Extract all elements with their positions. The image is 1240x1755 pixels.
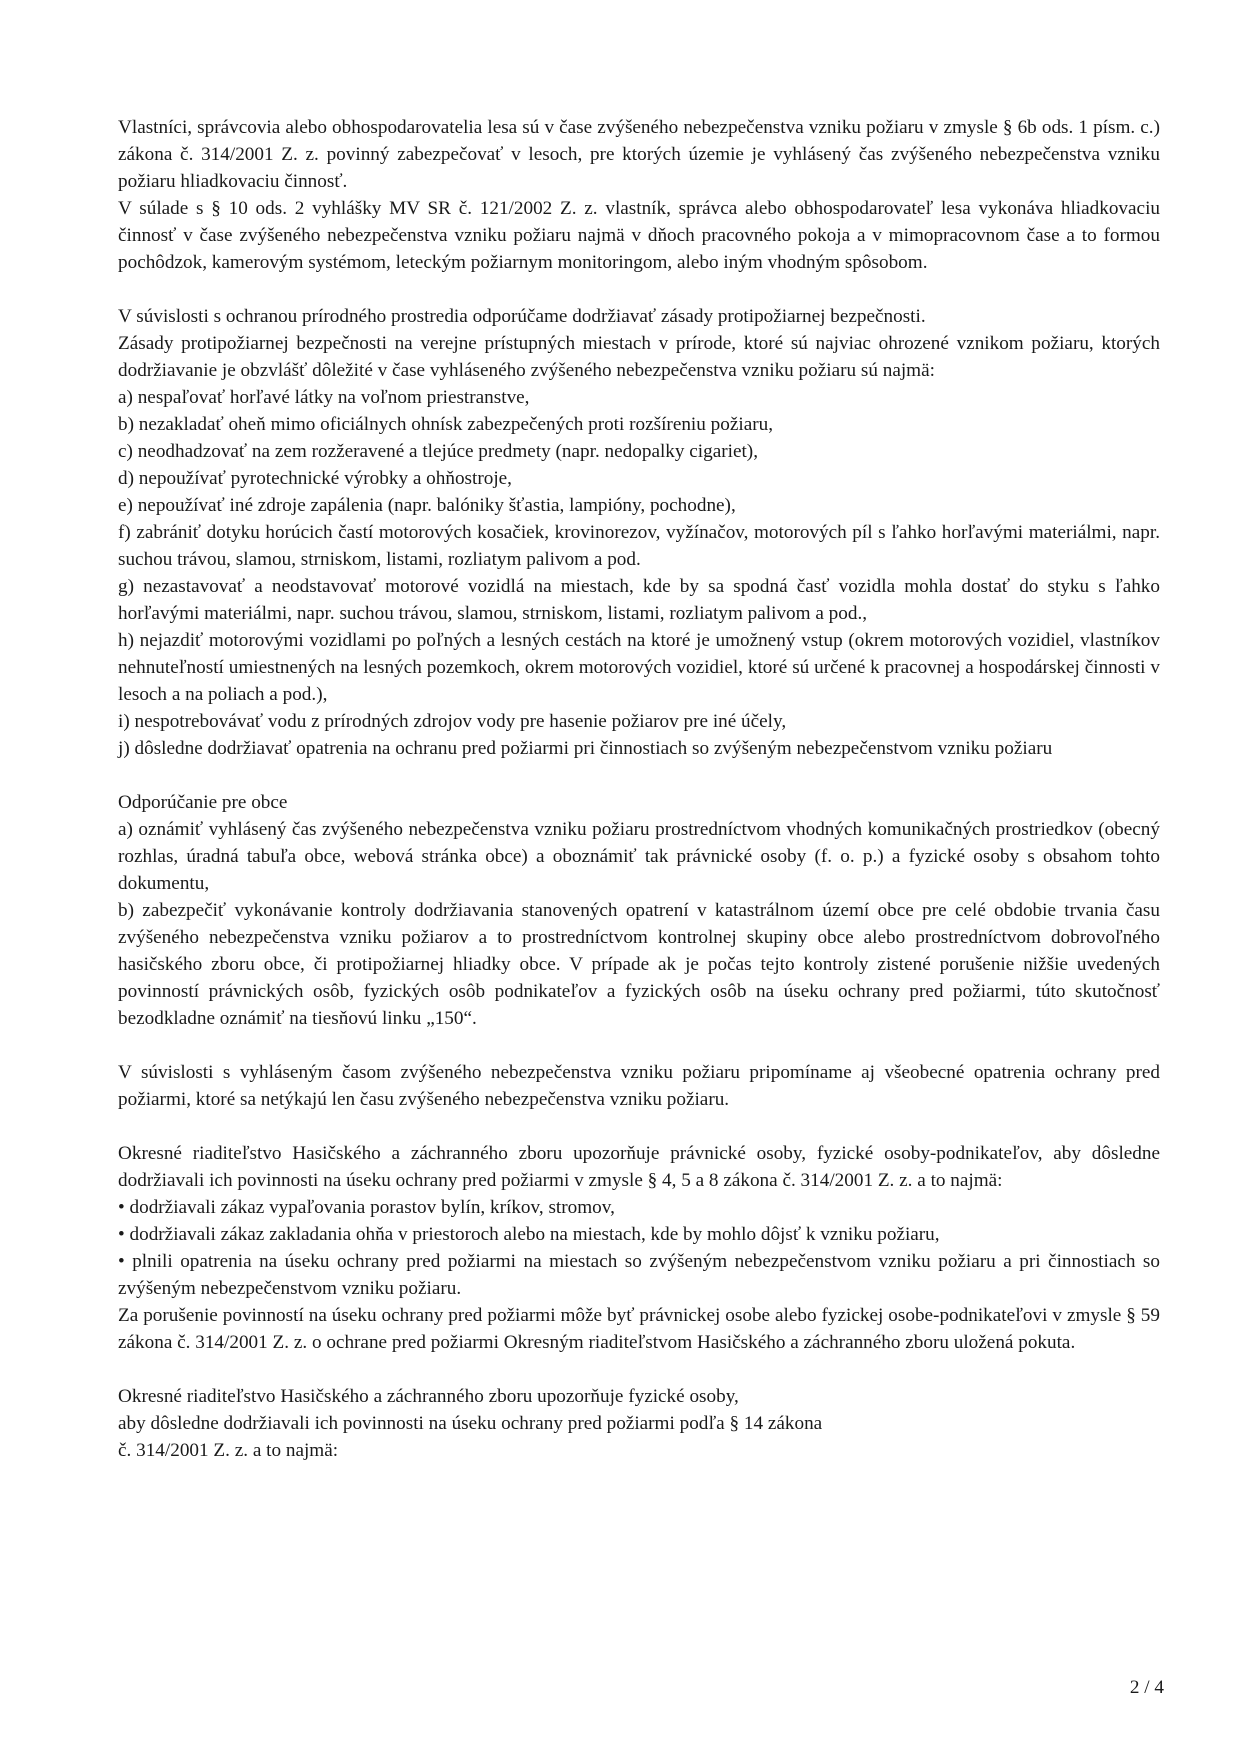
paragraph-gap	[118, 1356, 1160, 1383]
text-line: Vlastníci, správcovia alebo obhospodarovatelia lesa sú v čase zvýšeného nebezpečenstva vzniku požiaru v zmysle § 6b ods. 1 písm. c.) zákona č. 314/2001 Z. z. povinný zabezpečovať v lesoch, pre ktorých územie je vyhlásený čas zvýšeného nebezpečenstva vzniku požiaru hliadkovaciu činnosť.	[118, 117, 1160, 192]
text-line: Okresné riaditeľstvo Hasičského a záchranného zboru upozorňuje právnické osoby, fyzické osoby-podnikateľov, aby dôsledne dodržiavali ich povinnosti na úseku ochrany pred požiarmi v zmysle § 4, 5 a 8 zákona č. 314/2001 Z. z. a to najmä:	[118, 1143, 1160, 1191]
text-line: • plnili opatrenia na úseku ochrany pred požiarmi na miestach so zvýšeným nebezpečenstvom vzniku požiaru a pri činnostiach so zvýšeným nebezpečenstvom vzniku požiaru.	[118, 1251, 1160, 1299]
text-line: e) nepoužívať iné zdroje zapálenia (napr. balóniky šťastia, lampióny, pochodne),	[118, 495, 736, 516]
text-line: a) oznámiť vyhlásený čas zvýšeného nebezpečenstva vzniku požiaru prostredníctvom vhodných komunikačných prostriedkov (obecný rozhlas, úradná tabuľa obce, webová stránka obce) a oboznámiť tak právnické osoby (f. o. p.) a fyzické osoby s obsahom tohto dokumentu,	[118, 819, 1160, 894]
text-line: c) neodhadzovať na zem rozžeravené a tlejúce predmety (napr. nedopalky cigariet),	[118, 441, 758, 462]
text-line: b) nezakladať oheň mimo oficiálnych ohnísk zabezpečených proti rozšíreniu požiaru,	[118, 414, 773, 435]
text-line: j) dôsledne dodržiavať opatrenia na ochranu pred požiarmi pri činnostiach so zvýšeným nebezpečenstvom vzniku požiaru	[118, 738, 1053, 759]
text-line: Za porušenie povinností na úseku ochrany pred požiarmi môže byť právnickej osobe alebo fyzickej osobe-podnikateľovi v zmysle § 59 zákona č. 314/2001 Z. z. o ochrane pred požiarmi Okresným riaditeľstvom Hasičského a záchranného zboru uložená pokuta.	[118, 1305, 1160, 1353]
text-line: i) nespotrebovávať vodu z prírodných zdrojov vody pre hasenie požiarov pre iné účely,	[118, 711, 787, 732]
text-line: Okresné riaditeľstvo Hasičského a záchranného zboru upozorňuje fyzické osoby,	[118, 1386, 739, 1407]
text-line: Odporúčanie pre obce	[118, 792, 288, 813]
text-line: Zásady protipožiarnej bezpečnosti na verejne prístupných miestach v prírode, ktoré sú najviac ohrozené vznikom požiaru, ktorých dodržiavanie je obzvlášť dôležité v čase vyhláseného zvýšeného nebezpečenstva vzniku požiaru sú najmä:	[118, 333, 1160, 381]
text-line: V súvislosti s ochranou prírodného prostredia odporúčame dodržiavať zásady protipožiarnej bezpečnosti.	[118, 306, 926, 327]
text-line: V súvislosti s vyhláseným časom zvýšeného nebezpečenstva vzniku požiaru pripomíname aj všeobecné opatrenia ochrany pred požiarmi, ktoré sa netýkajú len času zvýšeného nebezpečenstva vzniku požiaru.	[118, 1062, 1160, 1110]
document-body	[118, 114, 1160, 1464]
text-line: č. 314/2001 Z. z. a to najmä:	[118, 1440, 339, 1461]
text-line: • dodržiavali zákaz vypaľovania porastov bylín, kríkov, stromov,	[118, 1197, 615, 1218]
text-line: f) zabrániť dotyku horúcich častí motorových kosačiek, krovinorezov, vyžínačov, motorových píl s ľahko horľavými materiálmi, napr. suchou trávou, slamou, strniskom, listami, rozliatym palivom a pod.	[118, 522, 1160, 570]
paragraph-gap	[118, 1032, 1160, 1059]
text-line: • dodržiavali zákaz zakladania ohňa v priestoroch alebo na miestach, kde by mohlo dôjsť k vzniku požiaru,	[118, 1224, 940, 1245]
text-line: b) zabezpečiť vykonávanie kontroly dodržiavania stanovených opatrení v katastrálnom území obce pre celé obdobie trvania času zvýšeného nebezpečenstva vzniku požiarov a to prostredníctvom kontrolnej skupiny obce alebo prostredníctvom dobrovoľného hasičského zboru obce, či protipožiarnej hliadky obce. V prípade ak je počas tejto kontroly zistené porušenie nižšie uvedených povinností právnických osôb, fyzických osôb podnikateľov a fyzických osôb na úseku ochrany pred požiarmi, túto skutočnosť bezodkladne oznámiť na tiesňovú linku „150“.	[118, 900, 1160, 1029]
text-line: h) nejazdiť motorovými vozidlami po poľných a lesných cestách na ktoré je umožnený vstup (okrem motorových vozidiel, vlastníkov nehnuteľností umiestnených na lesných pozemkoch, okrem motorových vozidiel, ktoré sú určené k pracovnej a hospodárskej činnosti v lesoch a na poliach a pod.),	[118, 630, 1160, 705]
text-line: a) nespaľovať horľavé látky na voľnom priestranstve,	[118, 387, 530, 408]
text-line: aby dôsledne dodržiavali ich povinnosti na úseku ochrany pred požiarmi podľa § 14 zákona	[118, 1413, 823, 1434]
paragraph-gap	[118, 276, 1160, 303]
text-line: V súlade s § 10 ods. 2 vyhlášky MV SR č. 121/2002 Z. z. vlastník, správca alebo obhospodarovateľ lesa vykonáva hliadkovaciu činnosť v čase zvýšeného nebezpečenstva vzniku požiaru najmä v dňoch pracovného pokoja a v mimopracovnom čase a to formou pochôdzok, kamerovým systémom, leteckým požiarnym monitoringom, alebo iným vhodným spôsobom.	[118, 198, 1160, 273]
text-line: g) nezastavovať a neodstavovať motorové vozidlá na miestach, kde by sa spodná časť vozidla mohla dostať do styku s ľahko horľavými materiálmi, napr. suchou trávou, slamou, strniskom, listami, rozliatym palivom a pod.,	[118, 576, 1160, 624]
page-number: 2 / 4	[1129, 1677, 1164, 1698]
paragraph-gap	[118, 1113, 1160, 1140]
text-line: d) nepoužívať pyrotechnické výrobky a ohňostroje,	[118, 468, 512, 489]
paragraph-gap	[118, 762, 1160, 789]
